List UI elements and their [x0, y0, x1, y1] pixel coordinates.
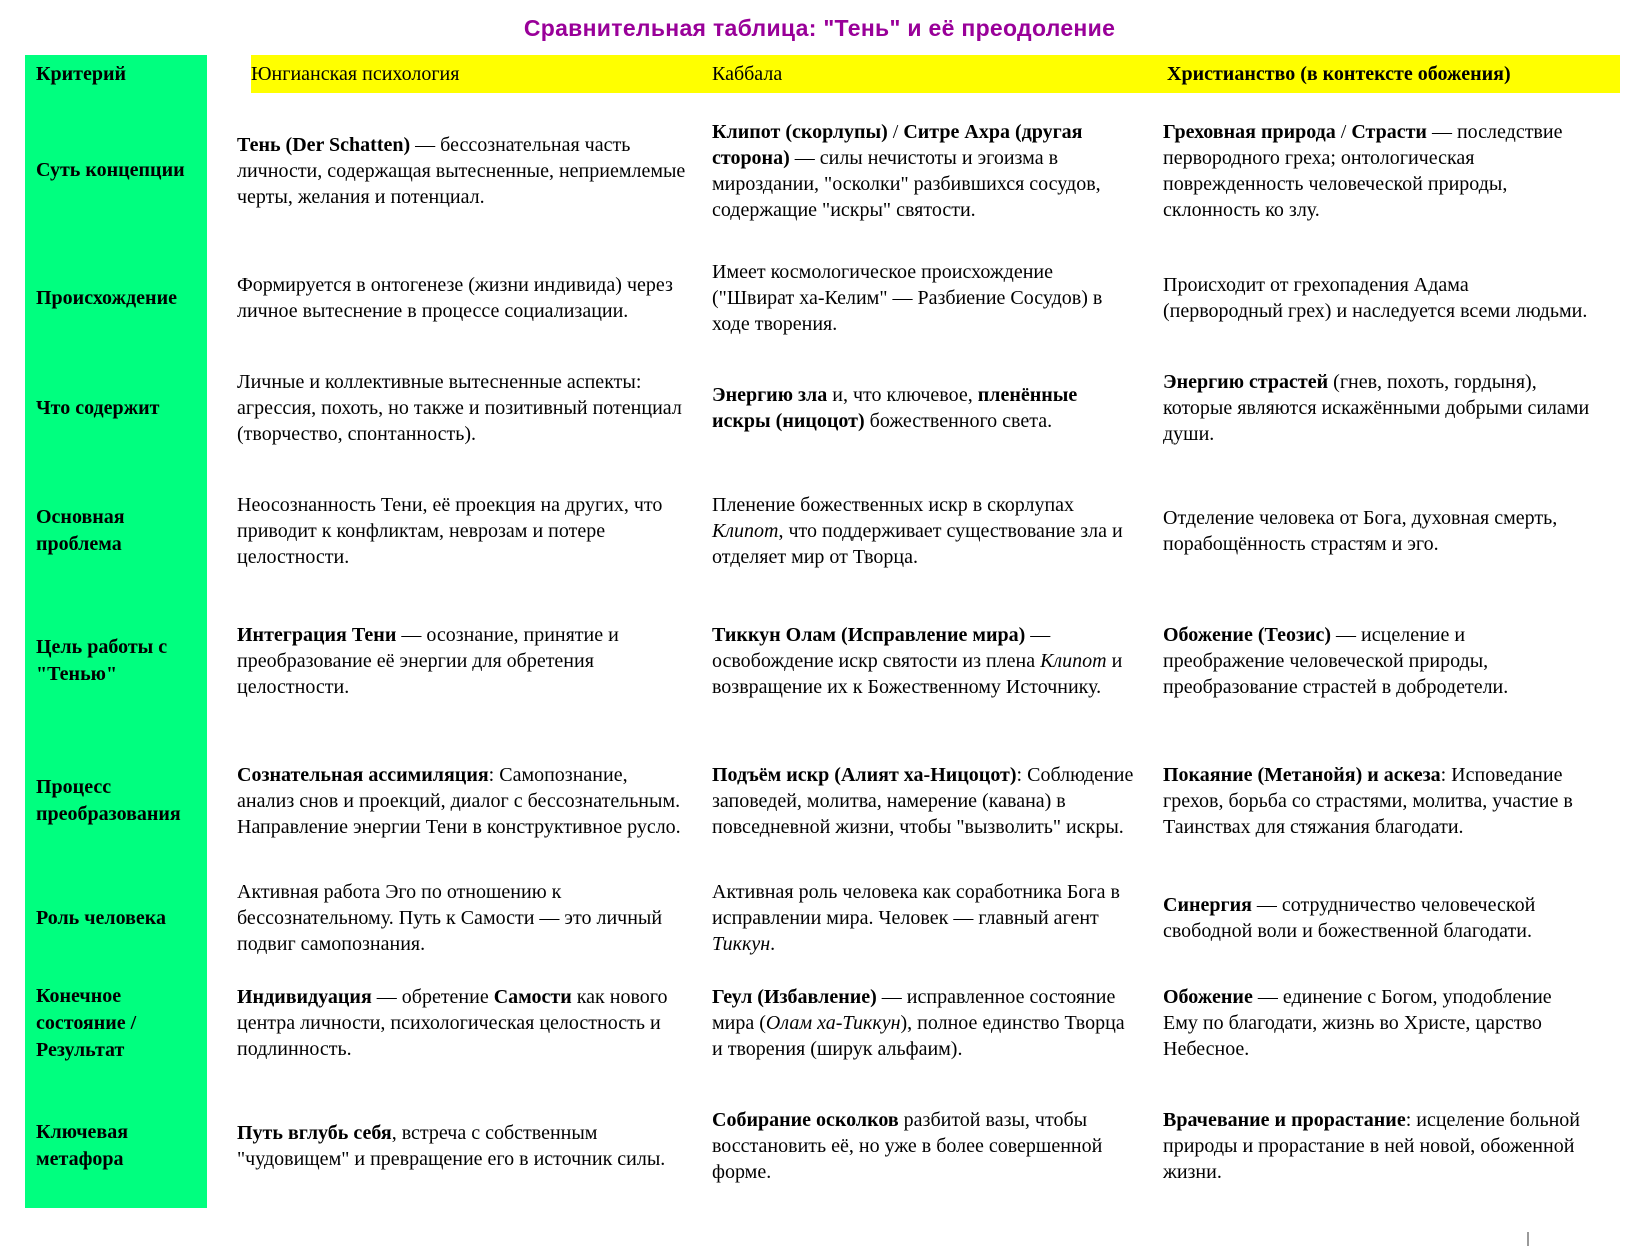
text-segment: Неосознанность Тени, её проекция на других, что приводит к конфликтам, неврозам и потере целостности. [237, 493, 663, 568]
table-row [25, 1083, 1620, 1208]
cell-kabbalah [700, 1083, 1145, 1208]
text-segment: Активная роль человека как соработника Бога в исправлении мира. Человек — главный агент [712, 881, 1120, 929]
text-segment: Собирание осколков [712, 1108, 899, 1131]
criterion-label: Роль человека [25, 873, 207, 963]
criterion-label: Суть концепции [25, 93, 207, 248]
column-header-jungian-psychology: Юнгианская психология [207, 55, 700, 93]
text-segment: / [1335, 120, 1352, 143]
text-segment: : Самопознание, анализ снов и проекций, диалог с бессознательным. Направление энергии Тени в конструктивное русло. [237, 763, 681, 838]
text-segment: : Соблюдение заповедей, молитва, намерение (кавана) в повседневной жизни, чтобы "вызволить" искры. [712, 763, 1134, 838]
comparison-table [25, 55, 1620, 1208]
text-segment: разбитой вазы, чтобы восстановить её, но уже в более совершенной форме. [712, 1108, 1103, 1183]
text-segment: Тиккун Олам (Исправление мира) [712, 623, 1026, 646]
text-segment: — осознание, принятие и преобразование её энергии для обретения целостности. [237, 623, 619, 698]
text-segment: и возвращение их к Божественному Источнику. [712, 649, 1123, 698]
text-segment: — последствие первородного греха; онтологическая поврежденность человеческой природы, склонность ко злу. [1163, 120, 1563, 221]
cell-jung [207, 963, 700, 1083]
text-segment: Личные и коллективные вытесненные аспекты: агрессия, похоть, но также и позитивный потенциал (творчество, спонтанность). [237, 371, 682, 445]
caret-mark [1527, 1232, 1529, 1246]
cell-jung [207, 248, 700, 348]
cell-jung [207, 348, 700, 468]
cell-kabbalah [700, 963, 1145, 1083]
cell-kabbalah [700, 593, 1145, 728]
text-segment: Интеграция Тени [237, 623, 397, 646]
cell-kabbalah [700, 248, 1145, 348]
text-segment: Активная работа Эго по отношению к бессознательному. Путь к Самости — это личный подвиг самопознания. [237, 881, 663, 955]
text-segment: Тень (Der Schatten) [237, 133, 411, 156]
cell-jung [207, 728, 700, 873]
text-segment: Подъём искр (Алият ха-Ницоцот) [712, 763, 1017, 786]
text-segment: Самости [493, 986, 572, 1008]
text-segment: / [887, 120, 904, 143]
text-segment: Обожение [1163, 986, 1253, 1008]
criterion-label: Процесс преобразования [25, 728, 207, 873]
cell-jung [207, 593, 700, 728]
text-segment: как нового центра личности, психологическая целостность и подлинность. [237, 986, 668, 1060]
text-segment: , встреча с собственным "чудовищем" и превращение его в источник силы. [237, 1121, 666, 1170]
text-segment: : исцеление больной природы и прорастание в ней новой, обоженной жизни. [1163, 1108, 1580, 1183]
text-segment: Греховная природа [1163, 120, 1336, 143]
cell-christianity [1145, 1083, 1620, 1208]
text-segment: — исправленное состояние мира ( [712, 986, 1116, 1034]
text-segment: Энергию зла [712, 384, 828, 406]
text-segment: Происходит от грехопадения Адама (первородный грех) и наследуется всеми людьми. [1163, 274, 1588, 322]
text-segment: — бессознательная часть личности, содержащая вытесненные, неприемлемые черты, желания и потенциал. [237, 133, 686, 208]
text-segment: Врачевание и прорастание [1163, 1108, 1406, 1131]
cell-jung [207, 873, 700, 963]
cell-jung [207, 1083, 700, 1208]
table-row [25, 963, 1620, 1083]
text-segment: Клипот [1040, 649, 1107, 672]
criterion-column-header: Критерий [25, 55, 207, 93]
text-segment: Олам ха-Тиккун [765, 1012, 901, 1034]
table-row [25, 873, 1620, 963]
table-row [25, 248, 1620, 348]
cell-christianity [1145, 873, 1620, 963]
cell-christianity [1145, 593, 1620, 728]
cell-kabbalah [700, 348, 1145, 468]
text-segment: Путь вглубь себя [237, 1121, 392, 1144]
text-segment: — исцеление и преображение человеческой природы, преобразование страстей в добродетели. [1163, 623, 1509, 698]
text-segment: божественного света. [864, 410, 1053, 432]
text-segment: , что поддерживает существование зла и отделяет мир от Творца. [712, 519, 1123, 568]
table-row [25, 728, 1620, 873]
column-header-christianity: Христианство (в контексте обожения) [1145, 55, 1620, 93]
cell-kabbalah [700, 728, 1145, 873]
text-segment: Отделение человека от Бога, духовная смерть, порабощённость страстям и эго. [1163, 506, 1558, 555]
text-segment: — единение с Богом, уподобление Ему по благодати, жизнь во Христе, царство Небесное. [1163, 986, 1552, 1060]
criterion-label: Основная проблема [25, 468, 207, 593]
text-segment: Индивидуация [237, 986, 372, 1008]
criterion-label: Цель работы с "Тенью" [25, 593, 207, 728]
cell-kabbalah [700, 93, 1145, 248]
text-segment: — освобождение искр святости из плена [712, 623, 1051, 672]
text-segment: ), полное единство Творца и творения (ширук альфаим). [712, 1012, 1125, 1060]
text-segment: Пленение божественных искр в скорлупах [712, 493, 1075, 516]
text-segment: — силы нечистоты и эгоизма в мироздании, "осколки" разбившихся сосудов, содержащие "искры" святости. [712, 146, 1101, 221]
text-segment: Клипот (скорлупы) [712, 120, 888, 143]
text-segment: : Исповедание грехов, борьба со страстями, молитва, участие в Таинствах для стяжания благодати. [1163, 763, 1573, 838]
criterion-label: Что содержит [25, 348, 207, 468]
cell-jung [207, 468, 700, 593]
table-row [25, 348, 1620, 468]
text-segment: Синергия [1163, 894, 1252, 916]
cell-christianity [1145, 468, 1620, 593]
table-row [25, 468, 1620, 593]
cell-kabbalah [700, 873, 1145, 963]
column-header-kabbalah: Каббала [700, 55, 1145, 93]
cell-christianity [1145, 93, 1620, 248]
cell-christianity [1145, 728, 1620, 873]
criterion-label: Ключевая метафора [25, 1083, 207, 1208]
text-segment: Формируется в онтогенезе (жизни индивида) через личное вытеснение в процессе социализации. [237, 274, 673, 322]
text-segment: . [770, 933, 776, 955]
text-segment: — обретение [371, 986, 494, 1008]
table-body [25, 93, 1620, 1208]
text-segment: Геул (Избавление) [712, 986, 877, 1008]
table-row [25, 93, 1620, 248]
text-segment: пленённые искры (ницоцот) [712, 384, 1078, 432]
cell-christianity [1145, 963, 1620, 1083]
cell-christianity [1145, 348, 1620, 468]
text-segment: Энергию страстей [1163, 371, 1329, 393]
cell-kabbalah [700, 468, 1145, 593]
text-segment: Покаяние (Метанойя) и аскеза [1163, 763, 1441, 786]
text-segment: (гнев, похоть, гордыня), которые являются искажёнными добрыми силами души. [1163, 371, 1590, 445]
text-segment: Сознательная ассимиляция [237, 763, 489, 786]
text-segment: Тиккун [712, 933, 771, 955]
cell-jung [207, 93, 700, 248]
text-segment: Обожение (Теозис) [1163, 623, 1332, 646]
table-row [25, 593, 1620, 728]
criterion-label: Конечное состояние / Результат [25, 963, 207, 1083]
criterion-label: Происхождение [25, 248, 207, 348]
text-segment: — сотрудничество человеческой свободной воли и божественной благодати. [1163, 894, 1536, 942]
page-title: Сравнительная таблица: "Тень" и её преодоление [523, 15, 1116, 41]
cell-christianity [1145, 248, 1620, 348]
text-segment: Клипот [712, 519, 779, 542]
header-row [25, 55, 1620, 93]
text-segment: Имеет космологическое происхождение ("Швират ха-Келим" — Разбиение Сосудов) в ходе творения. [712, 261, 1103, 335]
text-segment: Ситре Ахра (другая сторона) [712, 120, 1083, 169]
text-segment: и, что ключевое, [827, 384, 978, 406]
text-segment: Страсти [1351, 120, 1427, 143]
